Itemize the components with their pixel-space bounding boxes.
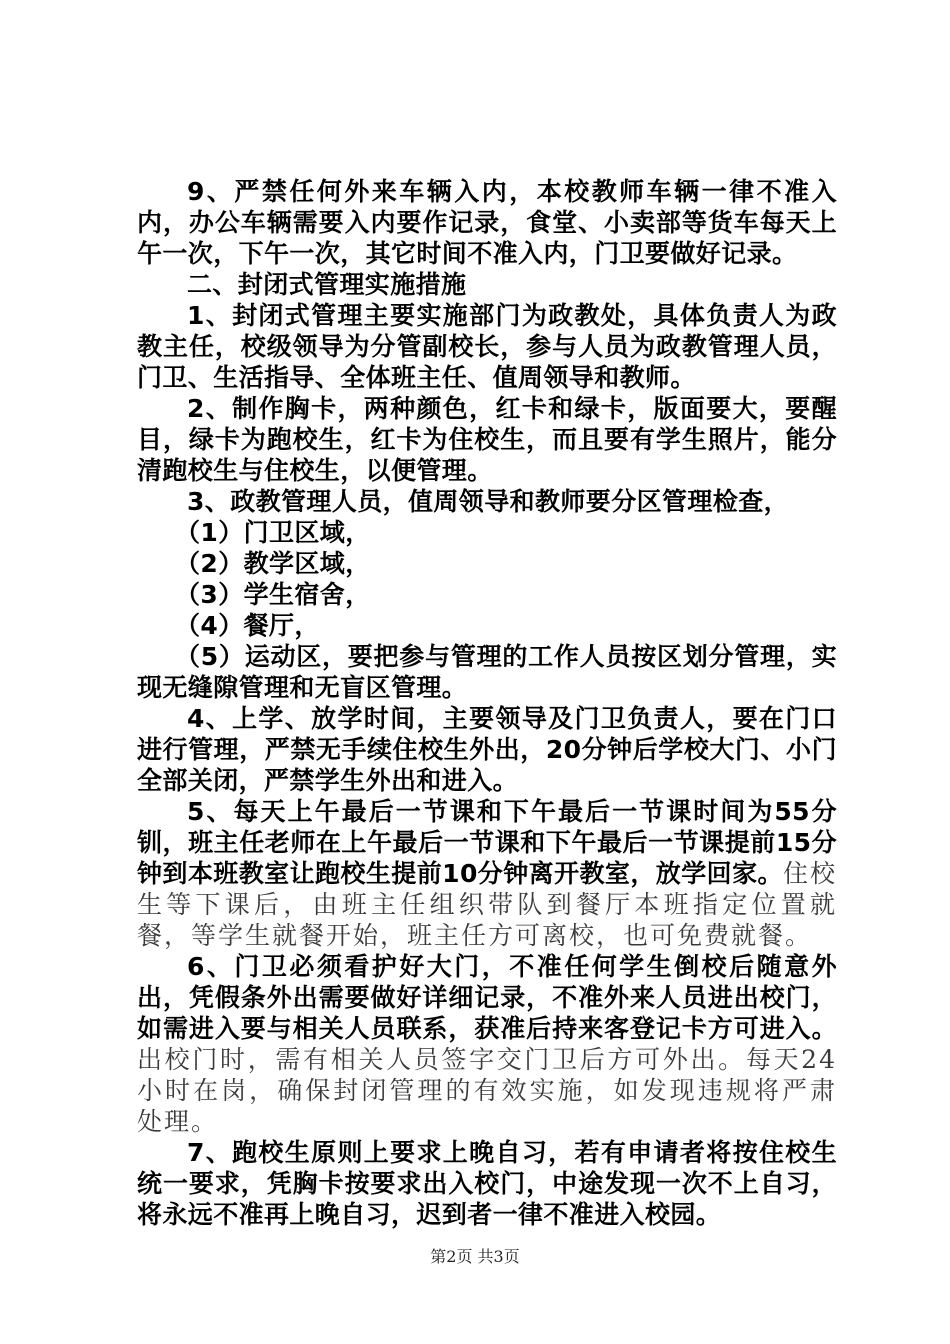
measure-6 xyxy=(137,951,837,1137)
zone-1: （1）门卫区域， xyxy=(175,518,371,547)
paragraph-item-9: 9、严禁任何外来车辆入内，本校教师车辆一律不准入内，办公车辆需要入内要作记录，食堂、小卖部等货车每天上午一次，下午一次，其它时间不准入内，门卫要做好记录。 xyxy=(137,177,837,268)
section-heading-2: 二、封闭式管理实施措施 xyxy=(187,270,467,299)
measure-5-part-a: 5、每天上午最后一节课和下午最后一节课时间为55分钏，班主任老师在上午最后一节课和下午最后一节课提前15分钟到本班教室让跑校生提前10分钟离开教室，放学回家。 xyxy=(137,797,837,888)
zone-3: （3）学生宿舍， xyxy=(175,580,371,609)
measure-2: 2、制作胸卡，两种颜色，红卡和绿卡，版面要大，要醒目，绿卡为跑校生，红卡为住校生，而且要有学生照片，能分清跑校生与住校生，以便管理。 xyxy=(137,394,837,485)
page-footer: 第2页 共3页 xyxy=(430,1247,520,1266)
measure-5-part-b: 住校生等下课后，由班主任组织带队到餐厅本班指定位置就餐，等学生就餐开始，班主任方可离校，也可免费就餐。 xyxy=(137,859,837,950)
zone-4: （4）餐厅， xyxy=(175,611,320,640)
measure-6-part-b: 出校门时，需有相关人员签字交门卫后方可外出。每天24小时在岗，确保封闭管理的有效实施，如发现违规将严肃处理。 xyxy=(137,1045,837,1136)
measure-5 xyxy=(137,796,837,951)
measure-7: 7、跑校生原则上要求上晚自习，若有申请者将按住校生统一要求，凭胸卡按要求出入校门，中途发现一次不上自习，将永远不准再上晚自习，迟到者一律不准进入校园。 xyxy=(137,1138,837,1229)
document-body xyxy=(137,176,837,1230)
measure-1: 1、封闭式管理主要实施部门为政教处，具体负责人为政教主任，校级领导为分管副校长，参与人员为政教管理人员，门卫、生活指导、全体班主任、值周领导和教师。 xyxy=(137,301,837,392)
measure-4: 4、上学、放学时间，主要领导及门卫负责人，要在门口进行管理，严禁无手续住校生外出，20分钟后学校大门、小门全部关闭，严禁学生外出和进入。 xyxy=(137,704,837,795)
zone-5: （5）运动区，要把参与管理的工作人员按区划分管理，实现无缝隙管理和无盲区管理。 xyxy=(137,642,837,702)
zone-2: （2）教学区域， xyxy=(175,549,371,578)
measure-6-part-a: 6、门卫必须看护好大门，不准任何学生倒校后随意外出，凭假条外出需要做好详细记录，不准外来人员进出校门，如需进入要与相关人员联系，获准后持来客登记卡方可进入。 xyxy=(137,952,837,1043)
measure-3: 3、政教管理人员，值周领导和教师要分区管理检查， xyxy=(187,487,789,516)
